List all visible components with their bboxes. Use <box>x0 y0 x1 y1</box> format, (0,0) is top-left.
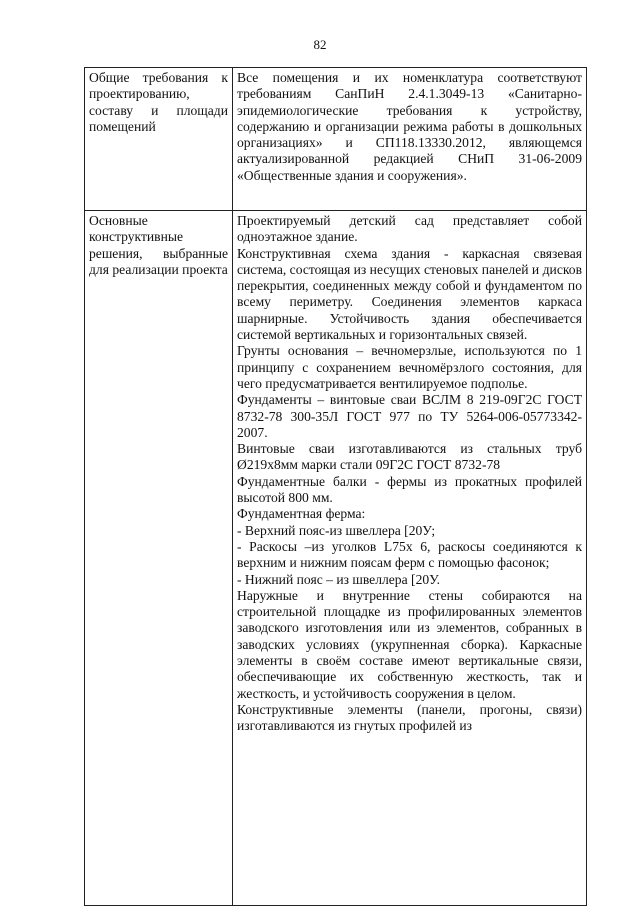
paragraph: Конструктивные элементы (панели, прогоны, связи) изготавливаются из гнутых профилей из <box>237 701 582 734</box>
paragraph: Наружные и внутренние стены собираются на строительной площадке из профилированных элементов заводского изготовления или из элементов, собранных в заводских условиях (укрупненная сборка). Каркасные элементы в своём составе имеют вертикальные связи, обеспечивающие их собственную жесткость, так и жесткость, и устойчивость сооружения в целом. <box>237 587 582 701</box>
paragraph: Фундаментная ферма: <box>237 506 366 522</box>
spec-table <box>84 67 587 906</box>
table-row <box>85 211 587 906</box>
row-content <box>233 211 587 906</box>
paragraph: Винтовые сваи изготавливаются из стальных труб Ø219х8мм марки стали 09Г2С ГОСТ 8732-78 <box>237 441 582 473</box>
paragraph: Грунты основания – вечномерзлые, используются по 1 принципу с сохранением вечномёрзлого состояния, для чего предусматривается вентилируемое подполье. <box>237 343 582 391</box>
paragraph: Все помещения и их номенклатура соответствуют требованиям СанПиН 2.4.1.3049-13 «Санитарно-эпидемиологические требования к устройству, содержанию и организации режима работы в дошкольных организациях» и СП118.13330.2012, являющемся актуализированной редакцией СНиП 31-06-2009 «Общественные здания и сооружения». <box>237 70 582 183</box>
paragraph: - Нижний пояс – из швеллера [20У. <box>237 571 440 587</box>
row-label: Общие требования к проектированию, составу и площади помещений <box>85 68 233 211</box>
row-content <box>233 68 587 211</box>
paragraph: Конструктивная схема здания - каркасная связевая система, состоящая из несущих стеновых панелей и дисков перекрытия, соединенных между собой и фундаментом по всему периметру. Соединения элементов каркаса шарнирные. Устойчивость здания обеспечивается системой вертикальных и горизонтальных связей. <box>237 245 582 343</box>
paragraph: - Верхний пояс-из швеллера [20У; <box>237 522 436 538</box>
row-label: Основные конструктивные решения, выбранные для реализации проекта <box>85 211 233 906</box>
paragraph: Проектируемый детский сад представляет собой одноэтажное здание. <box>237 213 582 245</box>
paragraph: - Раскосы –из уголков L75х 6, раскосы соединяются к верхним и нижним поясам ферм с помощью фасонок; <box>237 538 582 571</box>
paragraph: Фундаментные балки - фермы из прокатных профилей высотой 800 мм. <box>237 473 582 506</box>
page-number: 82 <box>313 37 327 52</box>
paragraph: Фундаменты – винтовые сваи ВСЛМ 8 219-09Г2С ГОСТ 8732-78 300-35Л ГОСТ 977 по ТУ 5264-006-05773342-2007. <box>237 392 582 440</box>
table-row <box>85 68 587 211</box>
